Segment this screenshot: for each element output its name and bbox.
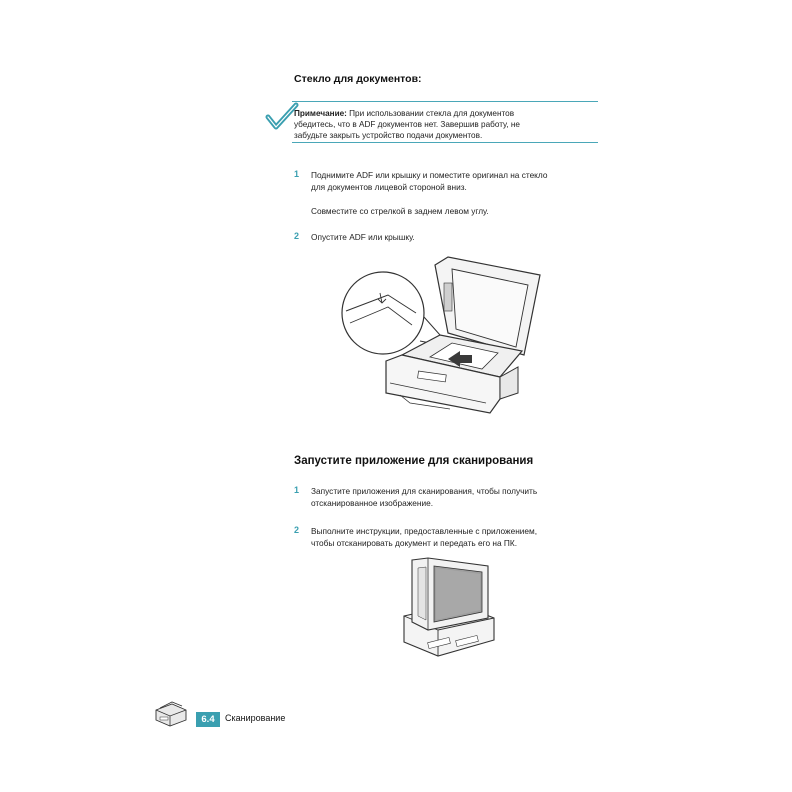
chapter-title: Сканирование <box>225 713 286 723</box>
note-text <box>294 108 599 141</box>
step-line-1: Выполните инструкции, предоставленные с приложением, <box>311 526 538 536</box>
step-number: 1 <box>294 485 300 495</box>
step-text <box>311 485 601 509</box>
note-line-2: убедитесь, что в ADF документов нет. Завершив работу, не <box>294 120 520 129</box>
page-number-badge: 6.4 <box>196 712 220 727</box>
step-line-2: чтобы отсканировать документ и передать его на ПК. <box>311 538 518 548</box>
step-line-1: Запустите приложения для сканирования, чтобы получить <box>311 486 538 496</box>
scanner-illustration <box>340 253 540 423</box>
step-number: 2 <box>294 525 300 535</box>
step-line-1: Поднимите ADF или крышку и поместите оригинал на стекло <box>311 170 548 180</box>
note-bottom-rule <box>292 142 598 143</box>
section-title-glass: Стекло для документов: <box>294 73 422 85</box>
note-line-3: забудьте закрыть устройство подачи документов. <box>294 131 483 140</box>
computer-illustration <box>398 556 498 660</box>
step-number: 1 <box>294 169 300 179</box>
scanner-icon <box>154 700 188 730</box>
step-text <box>311 525 601 549</box>
step-line-2: для документов лицевой стороной вниз. <box>311 182 467 192</box>
step-number: 2 <box>294 231 300 241</box>
step-line-2: отсканированное изображение. <box>311 498 434 508</box>
note-top-rule <box>292 101 598 102</box>
note-line-1: При использовании стекла для документов <box>346 109 515 118</box>
step-extra-text: Совместите со стрелкой в заднем левом углу. <box>311 206 489 216</box>
section-title-app: Запустите приложение для сканирования <box>294 455 534 467</box>
note-label: Примечание: <box>294 109 347 118</box>
step-line-1: Опустите ADF или крышку. <box>311 232 415 242</box>
step-text <box>311 169 601 193</box>
